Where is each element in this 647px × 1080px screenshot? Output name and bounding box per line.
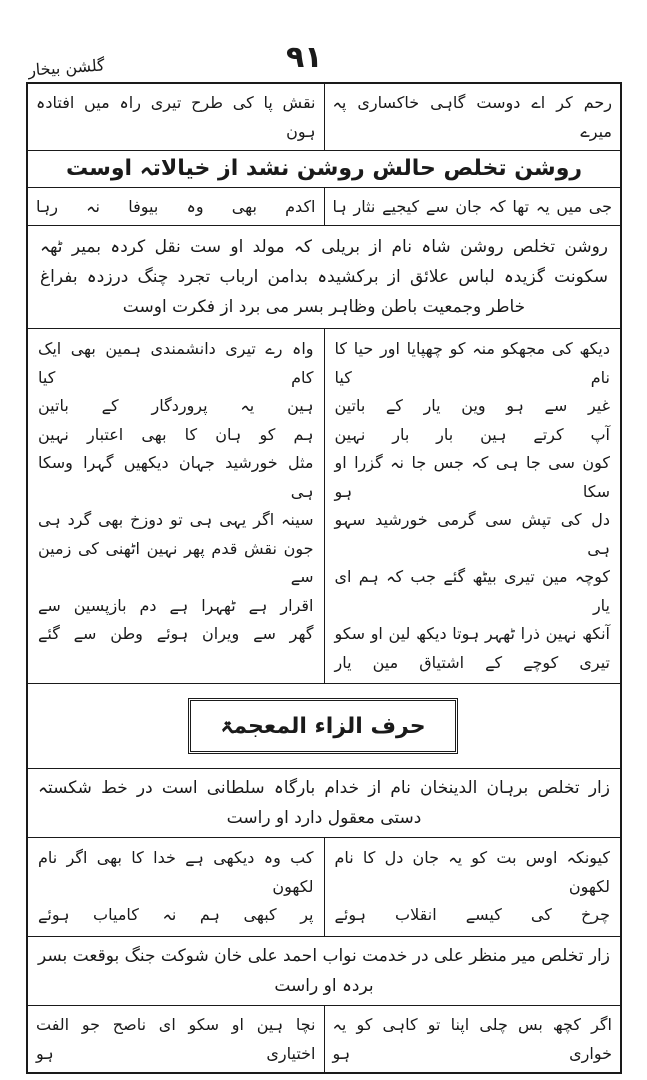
verse-line: مثل خورشید جہان دیکھیں گہرا وسکا ہی <box>38 453 314 501</box>
ghazal-left-column <box>28 329 325 683</box>
verse-line: غیر سے ہو وین یار کے باتین <box>334 396 610 415</box>
verse-line: واہ رے تیری دانشمندی ہمین بھی ایک کام کیا <box>38 339 314 387</box>
ghazal-right-column <box>325 329 621 683</box>
couplet-right-hemistich: اگر کچھ بس چلی اپنا تو کاہی کو یہ خواری ہو <box>332 1014 612 1063</box>
verse-line: سینہ اگر یہی ہی تو دوزخ بھی گرد ہی <box>38 510 314 529</box>
verse-line: دیکھ کی مجھکو منہ کو چھپایا اور حیا کا نام کیا <box>334 339 610 387</box>
couplet-row <box>28 84 620 151</box>
text-frame <box>26 82 622 1074</box>
couplet-row <box>28 188 620 226</box>
couplet-left-hemistich: اکدم بھی وہ بیوفا نہ رہا <box>28 188 325 225</box>
verse-line: گھر سے ویران ہوئے وطن سے گئے <box>38 624 314 643</box>
poet-biography-zar-1: زار تخلص برہان الدینخان نام از خدام بارگاہ سلطانی است در خط شکستہ دستی معقول دارد او راست <box>28 769 620 838</box>
couplet-left-column <box>28 838 325 936</box>
running-title: گلشن بیخار <box>27 55 106 80</box>
couplet-left-hemistich: نقش پا کی طرح تیری راہ میں افتادہ ہون <box>28 84 325 150</box>
verse-line: جون نقش قدم پھر نہین اٹھنی کی زمین سے <box>38 538 314 586</box>
section-title: حرف الزاء المعجمۃ <box>188 698 458 754</box>
verse-line: ہین یہ پروردگار کے باتین <box>38 396 314 415</box>
verse-line: دل کی تپش سی گرمی خورشید سہو ہی <box>334 510 610 558</box>
ghazal-block <box>28 329 620 684</box>
page-number: ۹۱ <box>286 40 323 75</box>
verse-line: پر کبھی ہم نہ کامیاب ہوئے <box>38 905 314 924</box>
couplet-right-column <box>325 838 621 936</box>
poet-biography-zar-2: زار تخلص میر منظر علی در خدمت نواب احمد علی خان شوکت جنگ بوقعت بسر بردہ او راست <box>28 937 620 1006</box>
couplet-block <box>28 838 620 937</box>
couplet-right-hemistich: جی میں یہ تھا کہ جان سے کیجیے نثار ہا <box>332 197 612 216</box>
couplet-right-hemistich: رحم کر اے دوست گاہی خاکساری پہ میرے <box>332 93 612 141</box>
section-band <box>28 684 620 769</box>
poet-biography-roshan: روشن تخلص روشن شاہ نام از بریلی کہ مولد او ست نقل کردہ بمیر ٹھہ سکونت گزیدہ لباس علائق از برکشیدہ بدامن ارباب تجرد چنگ درزدہ بفراغ خاطر وجمعیت باطن وظاہر بسر می برد از فکرت اوست <box>28 226 620 329</box>
verse-line: کب وہ دیکھی ہے خدا کا بھی اگر نام لکھون <box>38 848 314 896</box>
verse-line: کون سی جا ہی کہ جس جا نہ گزرا او سکا ہو <box>334 453 610 501</box>
verse-line: اقرار ہے ٹھہرا ہے دم بازپسین سے <box>38 595 314 615</box>
couplet-row <box>28 1006 620 1072</box>
verse-line: آپ کرتے ہین بار بار نہین <box>334 424 610 444</box>
verse-line: ہم کو ہان کا بھی اعتبار نہین <box>38 424 314 444</box>
verse-line: تیری کوچے کے اشتیاق مین یار <box>334 652 610 672</box>
verse-line: چرخ کی کیسے انقلاب ہوئے <box>334 905 610 924</box>
poet-heading-roshan: روشن تخلص حالش روشن نشد از خیالاتہ اوست <box>28 151 620 188</box>
page-header <box>0 0 647 80</box>
verse-line: کیونکہ اوس بت کو یہ جان دل کا نام لکھون <box>334 848 610 896</box>
verse-line: آنکھ نہین ذرا ٹھہر ہوتا دیکھ لین او سکو <box>334 624 610 643</box>
couplet-left-hemistich: نچا ہین او سکو ای ناصح جو الفت اختیاری ہو <box>28 1006 325 1072</box>
verse-line: کوچہ مین تیری بیٹھ گئے جب کہ ہم ای یار <box>334 567 610 615</box>
